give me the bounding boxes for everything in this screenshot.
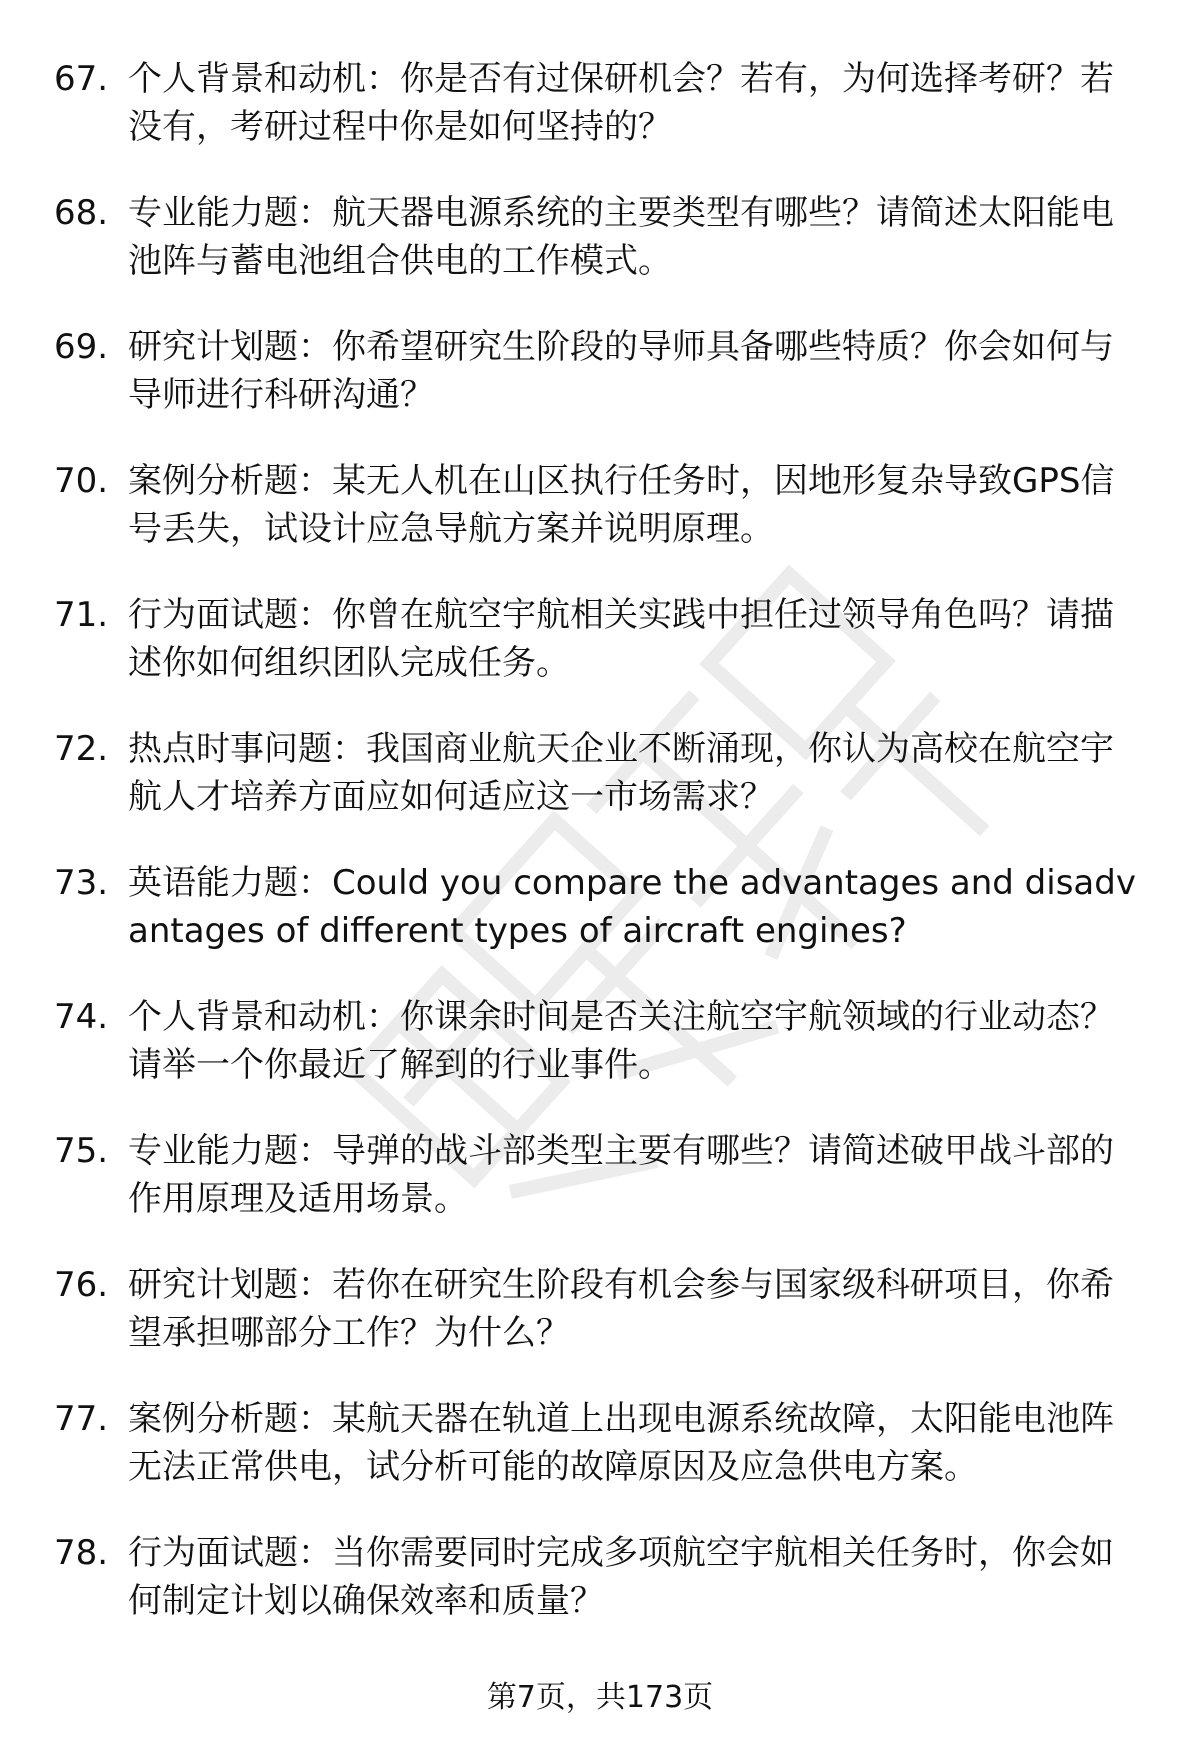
question-text: 行为面试题：你曾在航空宇航相关实践中担任过领导角色吗？请描述你如何组织团队完成任务。 xyxy=(128,595,1114,683)
question-number: 67. xyxy=(54,59,109,99)
question-text: 研究计划题：若你在研究生阶段有机会参与国家级科研项目，你希望承担哪部分工作？为什么？ xyxy=(128,1265,1114,1353)
question-number: 70. xyxy=(54,461,109,501)
question-item xyxy=(54,725,1154,859)
question-number: 78. xyxy=(54,1533,109,1573)
question-number: 73. xyxy=(54,863,109,903)
question-item xyxy=(54,55,1154,189)
question-text: 个人背景和动机：你课余时间是否关注航空宇航领域的行业动态？请举一个你最近了解到的行业事件。 xyxy=(128,997,1114,1085)
question-item xyxy=(54,1261,1154,1395)
question-text: 专业能力题：导弹的战斗部类型主要有哪些？请简述破甲战斗部的作用原理及适用场景。 xyxy=(128,1131,1114,1219)
page-footer: 第7页，共173页 xyxy=(486,1680,714,1715)
question-number: 77. xyxy=(54,1399,109,1439)
question-text: 专业能力题：航天器电源系统的主要类型有哪些？请简述太阳能电池阵与蓄电池组合供电的工作模式。 xyxy=(128,193,1114,281)
question-item xyxy=(54,993,1154,1127)
question-number: 68. xyxy=(54,193,109,233)
question-item xyxy=(54,189,1154,323)
question-text: 案例分析题：某无人机在山区执行任务时，因地形复杂导致GPS信号丢失，试设计应急导航方案并说明原理。 xyxy=(128,461,1115,549)
question-item xyxy=(54,1127,1154,1261)
question-list xyxy=(54,55,1154,1663)
question-text: 热点时事问题：我国商业航天企业不断涌现，你认为高校在航空宇航人才培养方面应如何适应这一市场需求？ xyxy=(128,729,1114,817)
question-item xyxy=(54,457,1154,591)
question-number: 71. xyxy=(54,595,109,635)
question-number: 76. xyxy=(54,1265,109,1305)
question-number: 72. xyxy=(54,729,109,769)
question-item xyxy=(54,591,1154,725)
question-number: 74. xyxy=(54,997,109,1037)
question-item xyxy=(54,859,1154,993)
question-item xyxy=(54,1529,1154,1663)
question-text: 个人背景和动机：你是否有过保研机会？若有，为何选择考研？若没有，考研过程中你是如何坚持的？ xyxy=(128,59,1114,147)
question-number: 75. xyxy=(54,1131,109,1171)
question-item xyxy=(54,323,1154,457)
question-text: 案例分析题：某航天器在轨道上出现电源系统故障，太阳能电池阵无法正常供电，试分析可能的故障原因及应急供电方案。 xyxy=(128,1399,1114,1487)
question-item xyxy=(54,1395,1154,1529)
question-text: 行为面试题：当你需要同时完成多项航空宇航相关任务时，你会如何制定计划以确保效率和质量？ xyxy=(128,1533,1114,1621)
question-text: 研究计划题：你希望研究生阶段的导师具备哪些特质？你会如何与导师进行科研沟通？ xyxy=(128,327,1114,415)
question-number: 69. xyxy=(54,327,109,367)
question-text: 英语能力题：Could you compare the advantages and disadvantages of different types of aircraft engines? xyxy=(128,863,1136,951)
